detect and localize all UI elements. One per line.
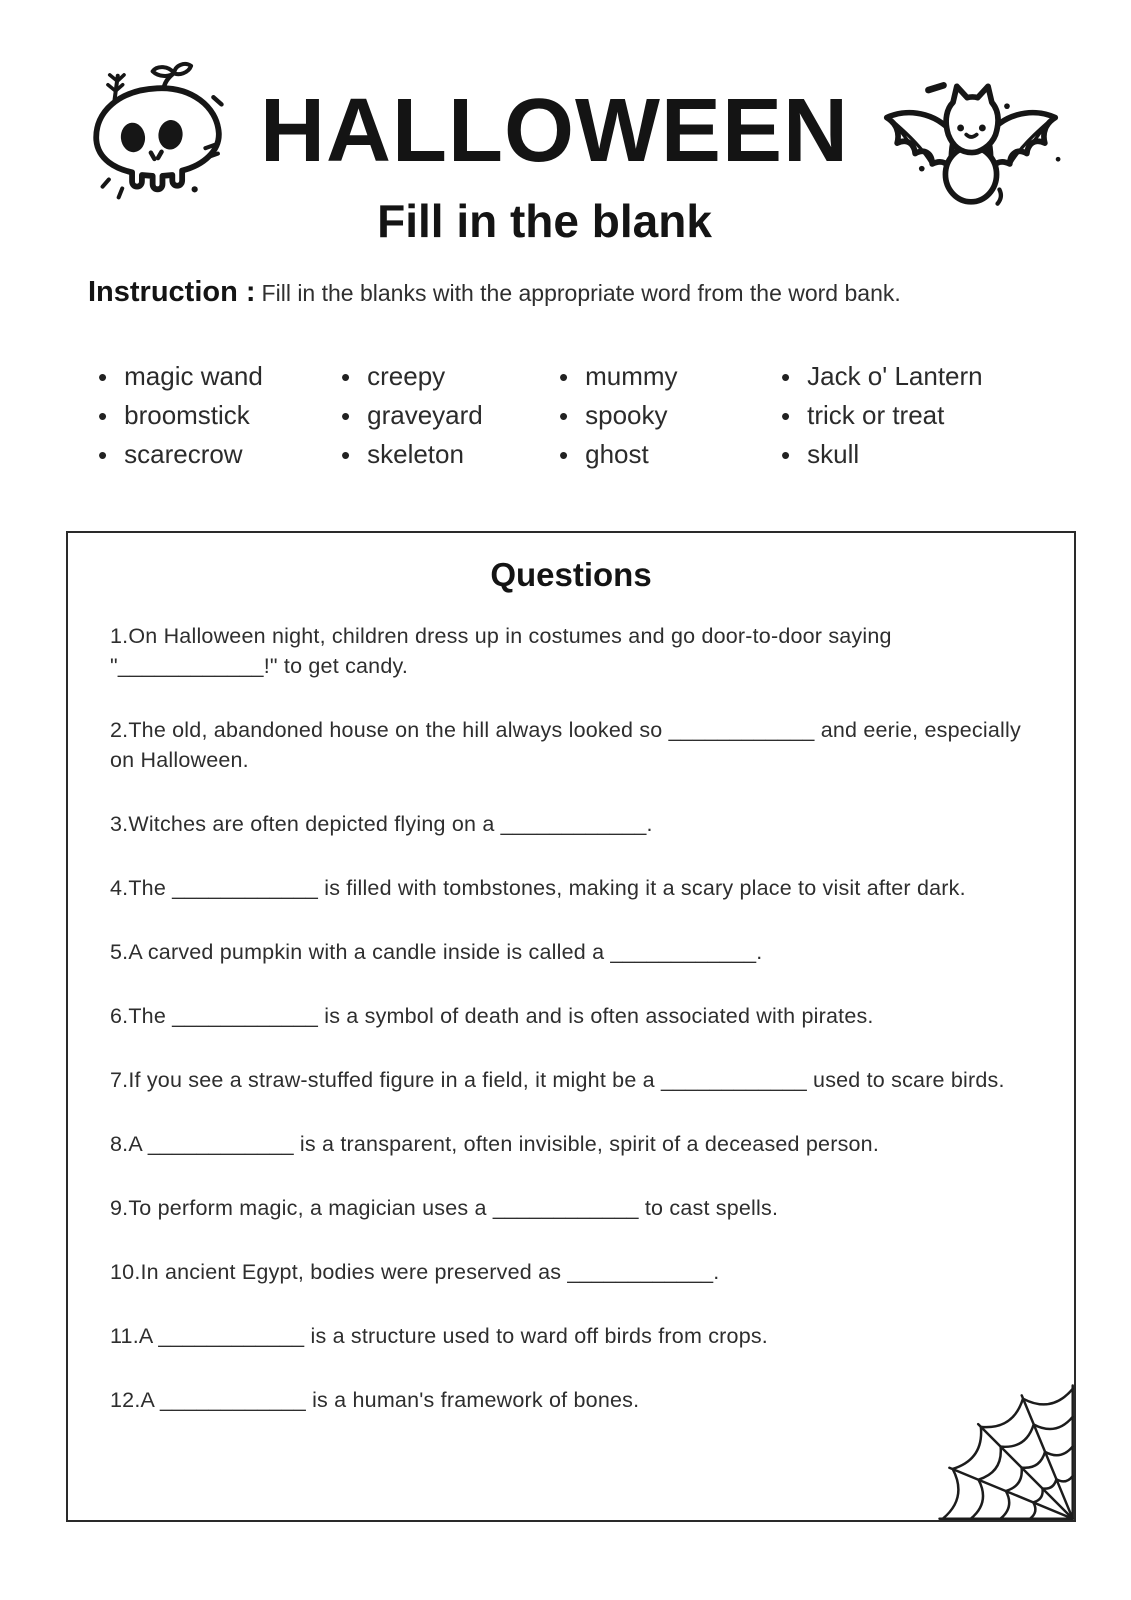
word-bank-item bbox=[559, 357, 781, 396]
questions-list bbox=[110, 621, 1040, 1415]
word-bank-item bbox=[781, 357, 983, 396]
word-bank-word: magic wand bbox=[124, 361, 263, 391]
bullet-icon: • bbox=[341, 400, 351, 431]
question-item-6: 6.The ____________ is a symbol of death and is often associated with pirates. bbox=[110, 1004, 874, 1028]
spider-web-icon bbox=[928, 1374, 1076, 1522]
bat-icon bbox=[868, 74, 1074, 216]
word-bank-item bbox=[98, 435, 341, 474]
word-bank-item bbox=[341, 435, 559, 474]
bullet-icon: • bbox=[98, 400, 108, 431]
word-bank-word: Jack o' Lantern bbox=[807, 361, 983, 391]
word-bank-item bbox=[98, 357, 341, 396]
bat-icon-svg bbox=[868, 74, 1074, 216]
word-bank-item bbox=[781, 396, 983, 435]
question-item-11: 11.A ____________ is a structure used to ward off birds from crops. bbox=[110, 1324, 768, 1348]
question-item-1: 1.On Halloween night, children dress up in costumes and go door-to-door saying "____________!" to get candy. bbox=[110, 624, 892, 678]
word-bank-word: graveyard bbox=[367, 400, 483, 430]
word-bank bbox=[98, 357, 983, 474]
bullet-icon: • bbox=[559, 400, 569, 431]
word-bank-item bbox=[559, 396, 781, 435]
word-bank-word: creepy bbox=[367, 361, 446, 391]
word-bank-item bbox=[781, 435, 983, 474]
question-item-7: 7.If you see a straw-stuffed figure in a field, it might be a ____________ used to scare birds. bbox=[110, 1068, 1005, 1092]
instruction-line bbox=[88, 276, 1091, 309]
word-bank-item bbox=[341, 396, 559, 435]
question-item-12: 12.A ____________ is a human's framework of bones. bbox=[110, 1388, 640, 1412]
instruction-label: Instruction : bbox=[88, 276, 256, 308]
instruction-text: Fill in the blanks with the appropriate word from the word bank. bbox=[261, 280, 901, 306]
word-bank-word: scarecrow bbox=[124, 439, 243, 469]
word-bank-item bbox=[341, 357, 559, 396]
bullet-icon: • bbox=[98, 439, 108, 470]
word-bank-word: broomstick bbox=[124, 400, 250, 430]
question-item-3: 3.Witches are often depicted flying on a ____________. bbox=[110, 812, 653, 836]
question-item-2: 2.The old, abandoned house on the hill always looked so ____________ and eerie, especially on Halloween. bbox=[110, 718, 1021, 772]
bullet-icon: • bbox=[559, 361, 569, 392]
bullet-icon: • bbox=[781, 400, 791, 431]
bullet-icon: • bbox=[341, 361, 351, 392]
bullet-icon: • bbox=[559, 439, 569, 470]
bullet-icon: • bbox=[98, 361, 108, 392]
word-bank-column bbox=[341, 357, 559, 474]
page-subtitle: Fill in the blank bbox=[377, 195, 712, 247]
word-bank-item bbox=[559, 435, 781, 474]
word-bank-word: trick or treat bbox=[807, 400, 945, 430]
word-bank-word: mummy bbox=[585, 361, 678, 391]
question-item-9: 9.To perform magic, a magician uses a ____________ to cast spells. bbox=[110, 1196, 779, 1220]
page-title: HALLOWEEN bbox=[260, 81, 849, 181]
word-bank-word: spooky bbox=[585, 400, 668, 430]
question-item-4: 4.The ____________ is filled with tombstones, making it a scary place to visit after dark. bbox=[110, 876, 966, 900]
question-item-8: 8.A ____________ is a transparent, often invisible, spirit of a deceased person. bbox=[110, 1132, 880, 1156]
word-bank-word: ghost bbox=[585, 439, 649, 469]
questions-panel bbox=[66, 531, 1076, 1522]
word-bank-word: skeleton bbox=[367, 439, 464, 469]
question-item-10: 10.In ancient Egypt, bodies were preserved as ____________. bbox=[110, 1260, 720, 1284]
word-bank-column bbox=[98, 357, 341, 474]
bullet-icon: • bbox=[341, 439, 351, 470]
spider-web-icon-svg bbox=[928, 1374, 1076, 1522]
word-bank-column bbox=[781, 357, 983, 474]
bullet-icon: • bbox=[781, 439, 791, 470]
word-bank-word: skull bbox=[807, 439, 860, 469]
bullet-icon: • bbox=[781, 361, 791, 392]
questions-title: Questions bbox=[490, 556, 652, 593]
word-bank-item bbox=[98, 396, 341, 435]
question-item-5: 5.A carved pumpkin with a candle inside is called a ____________. bbox=[110, 940, 763, 964]
word-bank-column bbox=[559, 357, 781, 474]
